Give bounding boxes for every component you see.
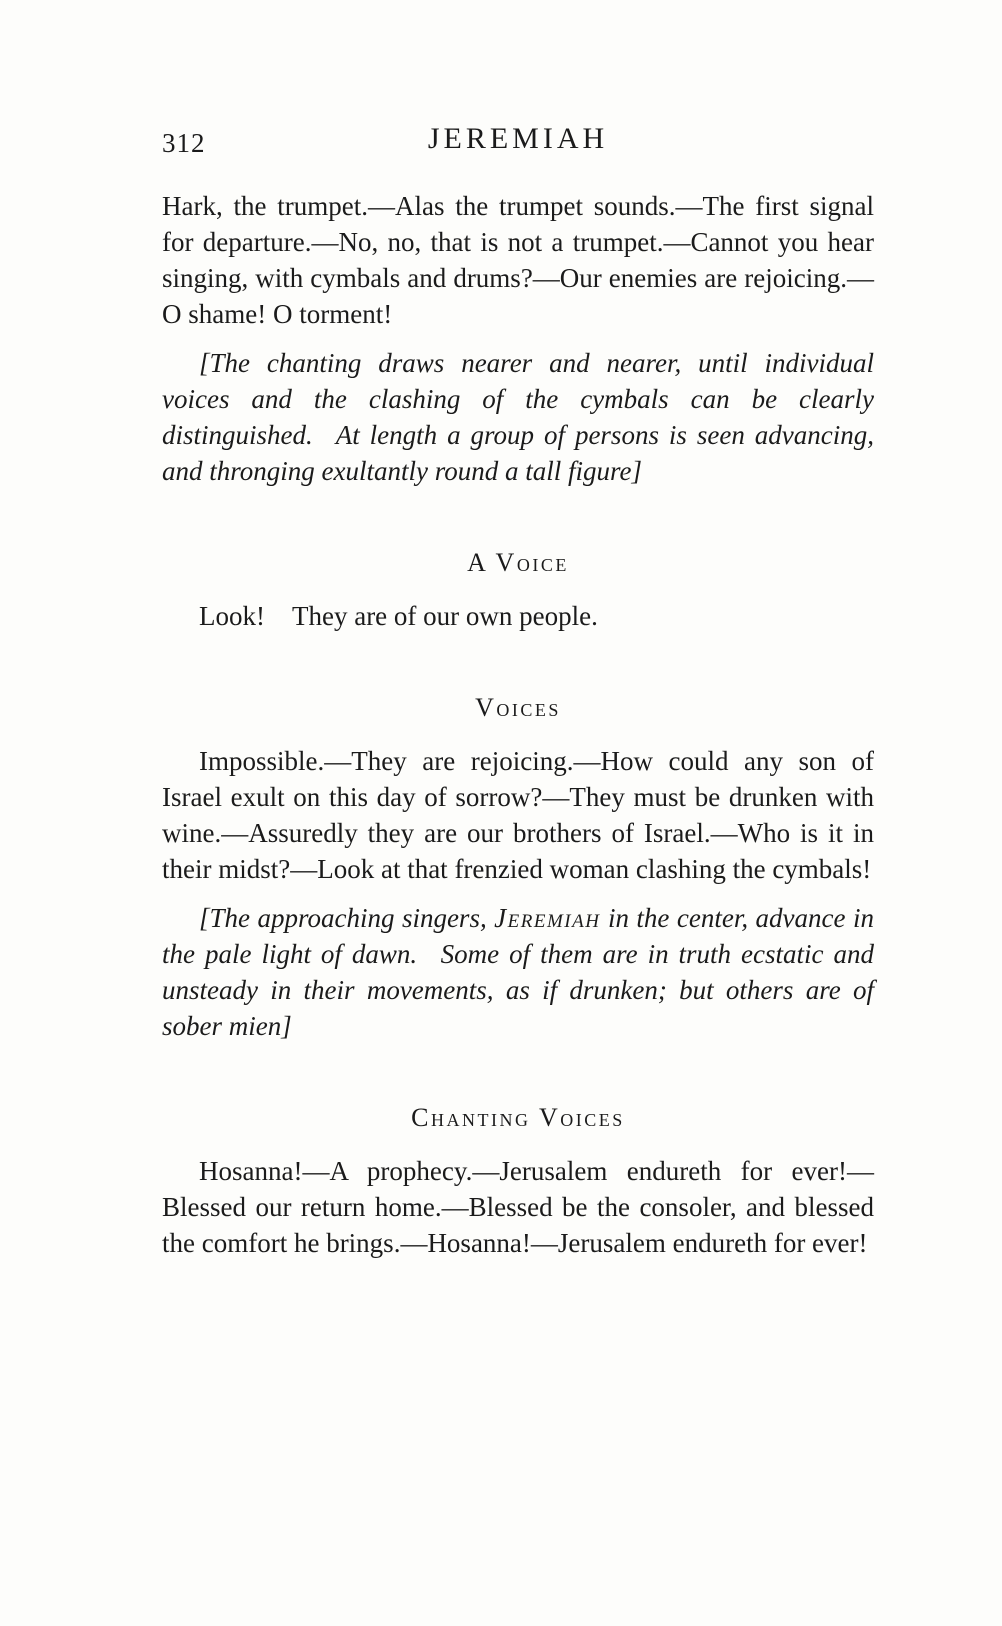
paragraph: Impossible.—They are rejoicing.—How could any son of Israel exult on this day of sorrow?—They must be drunken with wine.—Assuredly they are our brothers of Israel.—Who is it in their midst?—Look at that frenzied woman clashing the cymbals!	[162, 746, 874, 884]
paragraph: Hosanna!—A prophecy.—Jerusalem endureth for ever!—Blessed our return home.—Blessed be the consoler, and blessed the comfort he brings.—Hosanna!—Jerusalem endureth for ever!	[162, 1156, 874, 1258]
speaker-heading: A Voice	[467, 548, 569, 577]
stage-direction: [The approaching singers, Jeremiah in the center, advance in the pale light of dawn. Some of them are in truth ecstatic and unsteady in their movements, as if drunken; but others are of sober mien]	[162, 903, 874, 1041]
speaker-heading: Chanting Voices	[411, 1103, 625, 1132]
running-header	[162, 122, 874, 168]
page-body	[162, 188, 874, 1261]
stage-direction: [The chanting draws nearer and nearer, until individual voices and the clashing of the cymbals can be clearly distinguished. At length a group of persons is seen advancing, and thronging exultantly round a tall figure]	[162, 348, 874, 486]
speaker-heading: Voices	[475, 693, 561, 722]
paragraph: Hark, the trumpet.—Alas the trumpet sounds.—The first signal for departure.—No, no, that is not a trumpet.—Cannot you hear singing, with cymbals and drums?—Our enemies are rejoicing.—O shame! O torment!	[162, 191, 874, 329]
paragraph: Look! They are of our own people.	[199, 601, 598, 631]
running-head-title: JEREMIAH	[427, 122, 609, 155]
text-column	[162, 122, 874, 1261]
page-number: 312	[162, 128, 206, 158]
